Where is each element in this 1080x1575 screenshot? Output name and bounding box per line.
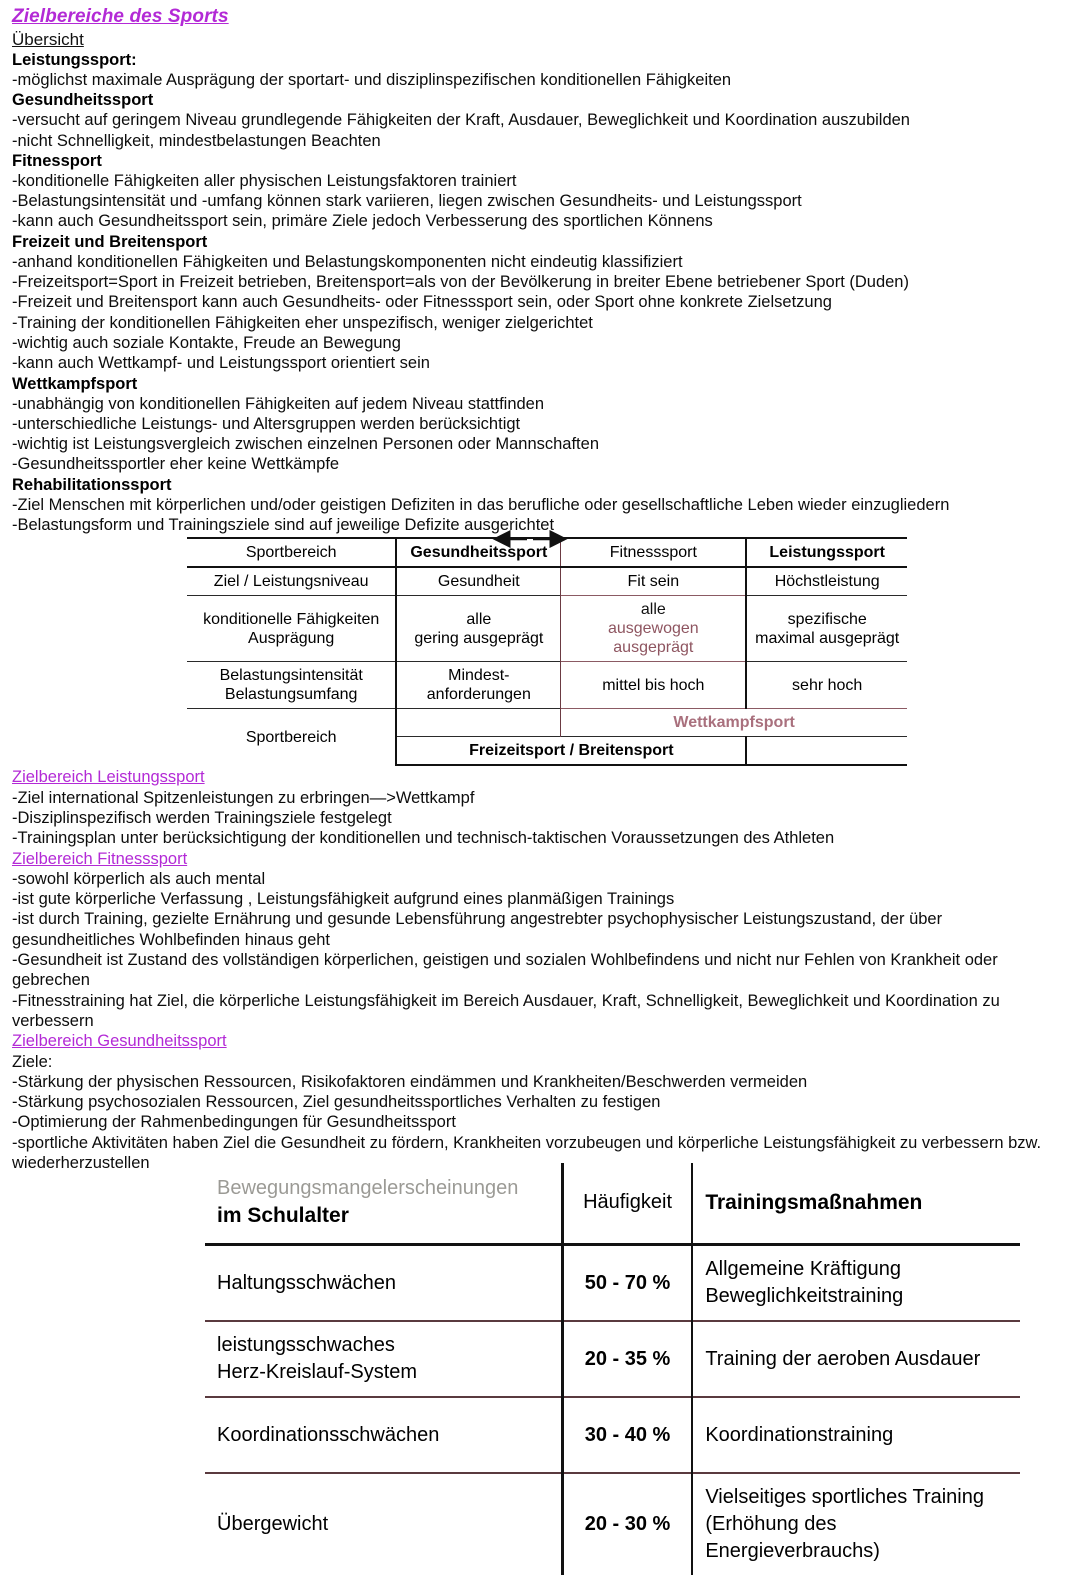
header-sportbereich: Sportbereich	[187, 538, 396, 567]
bullet-line: -wichtig ist Leistungsvergleich zwischen einzelnen Personen oder Mannschaften	[12, 435, 599, 454]
cell-haeufigkeit: 30 - 40 %	[562, 1397, 692, 1473]
cell-erscheinung	[205, 1245, 562, 1322]
bullet-line: -Ziel international Spitzenleistungen zu erbringen—>Wettkampf	[12, 788, 475, 807]
bullet-line: -Belastungsform und Trainingsziele sind auf jeweilige Defizite ausgerichtet	[12, 516, 555, 535]
table-row-footer-wettkampf	[187, 709, 907, 737]
row-label-line1: Belastungsintensität	[219, 667, 363, 684]
table-row-header	[187, 538, 907, 567]
row-label-ziel-leistungsniveau: Ziel / Leistungsniveau	[187, 567, 396, 596]
bullet-line: -Optimierung der Rahmenbedingungen für Gesundheitssport	[12, 1113, 456, 1132]
bullet-line: -kann auch Gesundheitssport sein, primäre Ziele jedoch Verbesserung des sportlichen Könnens	[12, 212, 713, 231]
bullet-line: -Training der konditionellen Fähigkeiten eher unspezifisch, weniger zielgerichtet	[12, 313, 593, 332]
bullet-line: -unabhängig von konditionellen Fähigkeiten auf jedem Niveau stattfinden	[12, 394, 545, 413]
cell-gesundheit-auspraegung	[396, 596, 560, 662]
header-gesundheitssport-label: Gesundheitssport	[410, 544, 548, 561]
cell-line2: maximal ausgeprägt	[755, 629, 900, 647]
table-bewegungsmangel	[205, 1163, 1020, 1575]
cell-massnahme: Training der aeroben Ausdauer	[692, 1321, 1020, 1397]
bullet-line: -Freizeitsport=Sport in Freizeit betrieben, Breitensport=als von der Bevölkerung in breiter Ebene betriebener Sport (Duden)	[12, 273, 909, 292]
cell-line1: alle	[640, 601, 666, 618]
cell-fitness-auspraegung	[561, 596, 747, 662]
table-row	[205, 1245, 1020, 1322]
cell-erscheinung	[205, 1321, 562, 1397]
cell-line1: Allgemeine Kräftigung	[705, 1258, 902, 1280]
cell-haeufigkeit: 20 - 30 %	[562, 1473, 692, 1575]
bullet-line: -Stärkung psychosozialen Ressourcen, Ziel gesundheitssportliches Verhalten zu festigen	[12, 1093, 661, 1112]
bullet-line: -unterschiedliche Leistungs- und Altersgruppen werden berücksichtigt	[12, 414, 521, 433]
cell-erscheinung: Übergewicht	[205, 1473, 562, 1575]
cell-line1: leistungsschwaches	[217, 1334, 395, 1356]
footer-label-sportbereich: Sportbereich	[187, 709, 396, 766]
cell-mindestanforderungen	[396, 662, 560, 709]
bullet-line: -sowohl körperlich als auch mental	[12, 869, 266, 888]
bullet-line: -Gesundheitssportler eher keine Wettkämpfe	[12, 455, 340, 474]
table-sportbereiche	[187, 537, 907, 766]
table-row	[205, 1397, 1020, 1473]
section-heading-freizeit-breitensport: Freizeit und Breitensport	[12, 232, 208, 251]
bullet-line: -versucht auf geringem Niveau grundlegende Fähigkeiten der Kraft, Ausdauer, Beweglichkeit und Koordination auszubilden	[12, 111, 910, 130]
header-leistungssport: Leistungssport	[746, 538, 907, 567]
bullet-line: -Belastungsintensität und -umfang können stark variieren, liegen zwischen Gesundheits- und Leistungssport	[12, 192, 802, 211]
ziele-label: Ziele:	[12, 1052, 53, 1071]
section-heading-leistungssport: Leistungssport:	[12, 51, 137, 69]
table-row	[187, 596, 907, 662]
row-label-line2: Ausprägung	[248, 629, 335, 647]
bullet-line: -nicht Schnelligkeit, mindestbelastungen Beachten	[12, 131, 381, 150]
cell-line1: Vielseitiges sportliches Training	[705, 1486, 984, 1508]
bullet-line: -Disziplinspezifisch werden Trainingsziele festgelegt	[12, 808, 392, 827]
bullet-line: -Trainingsplan unter berücksichtigung der konditionellen und technisch-taktischen Voraussetzungen des Athleten	[12, 829, 835, 848]
bullet-line: -möglichst maximale Ausprägung der sportart- und disziplinspezifischen konditionellen Fähigkeiten	[12, 71, 732, 89]
cell-massnahme	[692, 1473, 1020, 1575]
row-label-belastung	[187, 662, 396, 709]
bullet-line: -ist durch Training, gezielte Ernährung und gesunde Lebensführung angestrebter psychophysischer Leistungszustand, der über gesundheitliches Wohlbefinden hinaus geht	[12, 910, 943, 949]
cell-mittel-bis-hoch: mittel bis hoch	[561, 662, 747, 709]
section-heading-rehabilitationssport: Rehabilitationssport	[12, 475, 172, 494]
table-row	[187, 567, 907, 596]
bullet-line: -Gesundheit ist Zustand des vollständigen körperlichen, geistigen und sozialen Wohlbefindens und nicht nur Fehlen von Krankheit oder gebrechen	[12, 951, 998, 990]
row-label-line2: Belastungsumfang	[224, 686, 358, 703]
header-gesundheitssport	[396, 538, 560, 567]
section-heading-zielbereich-leistungssport: Zielbereich Leistungssport	[12, 768, 205, 787]
footer-empty-cell	[396, 709, 560, 737]
cell-line1: Mindest-	[448, 667, 510, 684]
footer-wettkampfsport: Wettkampfsport	[561, 709, 907, 737]
cell-gesundheit: Gesundheit	[396, 567, 560, 596]
row-label-line1: konditionelle Fähigkeiten	[203, 610, 380, 628]
bullet-line: -kann auch Wettkampf- und Leistungssport orientiert sein	[12, 354, 430, 373]
bullet-line: -Stärkung der physischen Ressourcen, Risikofaktoren eindämmen und Krankheiten/Beschwerden vermeiden	[12, 1072, 808, 1091]
cell-haeufigkeit: 50 - 70 %	[562, 1245, 692, 1322]
cell-line2: anforderungen	[426, 686, 531, 703]
bullet-line: -Freizeit und Breitensport kann auch Gesundheits- oder Fitnesssport sein, oder Sport ohne konkrete Zielsetzung	[12, 293, 832, 312]
bullet-line: -wichtig auch soziale Kontakte, Freude an Bewegung	[12, 333, 401, 352]
bullet-line: -Ziel Menschen mit körperlichen und/oder geistigen Defiziten in das berufliche oder gesellschaftliche Leben wieder einzugliedern	[12, 495, 950, 514]
cell-line1: alle	[466, 610, 492, 628]
table-row	[205, 1321, 1020, 1397]
cell-line2: Herz-Kreislauf-System	[217, 1361, 418, 1383]
footer-freizeitsport-breitensport: Freizeitsport / Breitensport	[396, 737, 746, 766]
header-line2: im Schulalter	[217, 1204, 349, 1227]
cell-line2: ausgewogen ausgeprägt	[607, 620, 699, 656]
header-bewegungsmangelerscheinungen	[205, 1163, 562, 1245]
bullet-line: -konditionelle Fähigkeiten aller physischen Leistungsfaktoren trainiert	[12, 171, 517, 190]
subtitle-uebersicht: Übersicht	[12, 30, 84, 49]
cell-line2: (Erhöhung des Energieverbrauchs)	[705, 1513, 880, 1562]
cell-fit-sein: Fit sein	[561, 567, 747, 596]
header-fitnesssport: Fitnesssport	[561, 538, 747, 567]
bullet-line: -Fitnesstraining hat Ziel, die körperliche Leistungsfähigkeit im Bereich Ausdauer, Kraft, Schnelligkeit, Beweglichkeit und Koordination zu verbessern	[12, 991, 1000, 1030]
cell-massnahme	[692, 1245, 1020, 1322]
table-row	[205, 1473, 1020, 1575]
cell-line2: Beweglichkeitstraining	[705, 1285, 904, 1307]
bullet-line: -ist gute körperliche Verfassung , Leistungsfähigkeit aufgrund eines planmäßigen Trainings	[12, 890, 675, 909]
header-haeufigkeit: Häufigkeit	[562, 1163, 692, 1245]
table-row	[187, 662, 907, 709]
page-title: Zielbereiche des Sports	[12, 6, 229, 27]
section-heading-zielbereich-fitnesssport: Zielbereich Fitnesssport	[12, 849, 188, 868]
cell-line2: gering ausgeprägt	[414, 629, 544, 647]
cell-erscheinung: Koordinationsschwächen	[205, 1397, 562, 1473]
table-row-header	[205, 1163, 1020, 1245]
cell-line1: spezifische	[787, 610, 867, 628]
cell-line1: Haltungsschwächen	[217, 1271, 396, 1294]
section-heading-wettkampfsport: Wettkampfsport	[12, 374, 138, 393]
cell-leistung-auspraegung	[746, 596, 907, 662]
header-line1: Bewegungsmangelerscheinungen	[217, 1177, 519, 1199]
section-heading-zielbereich-gesundheitssport: Zielbereich Gesundheitssport	[12, 1032, 227, 1051]
bullet-line: -anhand konditionellen Fähigkeiten und Belastungskomponenten nicht eindeutig klassifiziert	[12, 252, 683, 271]
footer-empty-cell-right	[746, 737, 907, 766]
cell-massnahme: Koordinationstraining	[692, 1397, 1020, 1473]
cell-sehr-hoch: sehr hoch	[746, 662, 907, 709]
section-heading-fitnessport: Fitnessport	[12, 151, 102, 170]
cell-haeufigkeit: 20 - 35 %	[562, 1321, 692, 1397]
row-label-konditionelle-faehigkeiten	[187, 596, 396, 662]
bullet-line: -sportliche Aktivitäten haben Ziel die Gesundheit zu fördern, Krankheiten vorzubeugen und körperliche Leistungsfähigkeit zu verbessern bzw. wiederherzustellen	[12, 1133, 1042, 1172]
cell-hoechstleistung: Höchstleistung	[746, 567, 907, 596]
header-trainingsmassnahmen: Trainingsmaßnahmen	[692, 1163, 1020, 1245]
section-heading-gesundheitssport: Gesundheitssport	[12, 91, 154, 110]
